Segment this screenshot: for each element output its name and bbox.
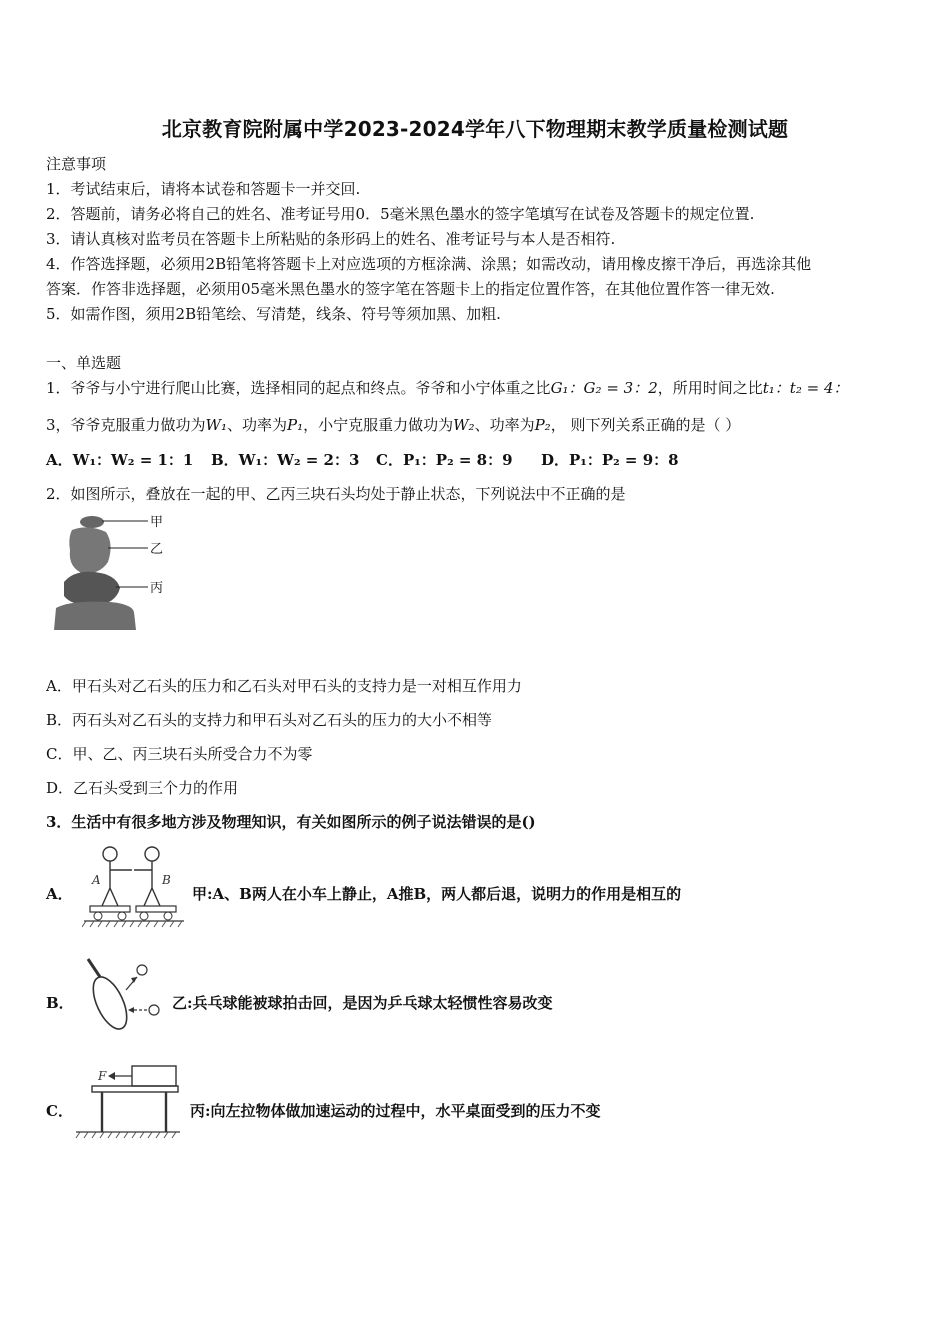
section-heading: 一、单选题 [46,354,122,372]
q3-option-b-text[interactable]: 乙:兵乓球能被球拍击回，是因为乒乓球太轻惯性容易改变 [172,994,553,1012]
notice-item: 5．如需作图，须用2B铅笔绘、写清楚，线条、符号等须加黑、加粗. [46,305,501,323]
q1-p2: P₂ [534,416,551,434]
notice-item: 2．答题前，请务必将自己的姓名、准考证号用0．5毫米黑色墨水的签字笔填写在试卷及答题卡的规定位置. [46,205,755,223]
stone-bing [64,572,120,606]
fig-label-f: F [98,1069,107,1083]
carts-push-figure [82,840,187,932]
notice-item: 1．考试结束后，请将本试卷和答题卡一并交回. [46,180,361,198]
q1-text: ，所用时间之比 [657,379,763,397]
q1-weight-ratio: G₁：G₂ = 3：2 [550,379,658,397]
notice-item: 4．作答选择题，必须用2B铅笔将答题卡上对应选项的方框涂满、涂黑；如需改动，请用橡皮擦干净后，再选涂其他 [46,255,812,273]
q3-option-c-label[interactable]: C． [46,1102,73,1120]
q1-text: 、功率为 [474,416,535,434]
q3-option-a-label[interactable]: A． [46,885,73,903]
fig-label-a: A [92,873,101,887]
notice-heading: 注意事项 [46,155,107,173]
q1-time-ratio: t₁：t₂ = 4： [762,379,849,397]
stone-yi [69,527,110,574]
q1-text: 1．爷爷与小宁进行爬山比赛，选择相同的起点和终点。爷爷和小宁体重之比 [46,379,551,397]
q1-option-c[interactable]: C．P₁：P₂ = 8：9 [376,451,513,469]
q1-line2 [46,414,740,435]
q1-option-d[interactable]: D．P₁：P₂ = 9：8 [541,451,679,469]
q2-option-a[interactable]: A．甲石头对乙石头的压力和乙石头对甲石头的支持力是一对相互作用力 [46,677,522,695]
q3-stem: 3．生活中有很多地方涉及物理知识，有关如图所示的例子说法错误的是() [46,813,536,831]
q1-line1 [46,377,849,398]
fig-label-yi: 乙 [150,542,164,557]
q1-text: ，小宁克服重力做功为 [303,416,454,434]
fig-label-jia: 甲 [150,515,164,530]
q1-text: 、功率为 [226,416,287,434]
q2-option-d[interactable]: D．乙石头受到三个力的作用 [46,779,239,797]
q1-text: ， 则下列关系正确的是（ ） [550,416,741,434]
q1-option-a[interactable]: A．W₁：W₂ = 1：1 [46,451,194,469]
q1-option-b[interactable]: B．W₁：W₂ = 2：3 [211,451,360,469]
q3-option-c-text[interactable]: 丙:向左拉物体做加速运动的过程中，水平桌面受到的压力不变 [190,1102,601,1120]
q3-option-b-label[interactable]: B． [46,994,74,1012]
page-title: 北京教育院附属中学2023-2024学年八下物理期末教学质量检测试题 [161,117,789,141]
table-pull-figure [74,1062,182,1140]
q1-p1: P₁ [287,416,304,434]
q2-option-b[interactable]: B．丙石头对乙石头的支持力和甲石头对乙石头的压力的大小不相等 [46,711,493,729]
q1-w1: W₁ [205,416,227,434]
q1-w2: W₂ [453,416,475,434]
q2-stem: 2．如图所示，叠放在一起的甲、乙丙三块石头均处于静止状态，下列说法中不正确的是 [46,485,626,503]
ping-pong-figure [80,955,165,1040]
notice-item: 3．请认真核对监考员在答题卡上所粘贴的条形码上的姓名、准考证号与本人是否相符. [46,230,616,248]
fig-label-bing: 丙 [150,581,164,596]
q2-option-c[interactable]: C．甲、乙、丙三块石头所受合力不为零 [46,745,313,763]
stone-jia [80,516,104,528]
fig-label-b: B [162,873,171,887]
stacked-stones-figure [50,508,175,636]
stone-base [54,602,136,630]
q3-option-a-text[interactable]: 甲:A、B两人在小车上静止，A推B，两人都后退，说明力的作用是相互的 [192,885,682,903]
notice-item: 答案．作答非选择题，必须用05毫米黑色墨水的签字笔在答题卡上的指定位置作答，在其他位置作答一律无效. [46,280,775,298]
q1-text: 3，爷爷克服重力做功为 [46,416,206,434]
